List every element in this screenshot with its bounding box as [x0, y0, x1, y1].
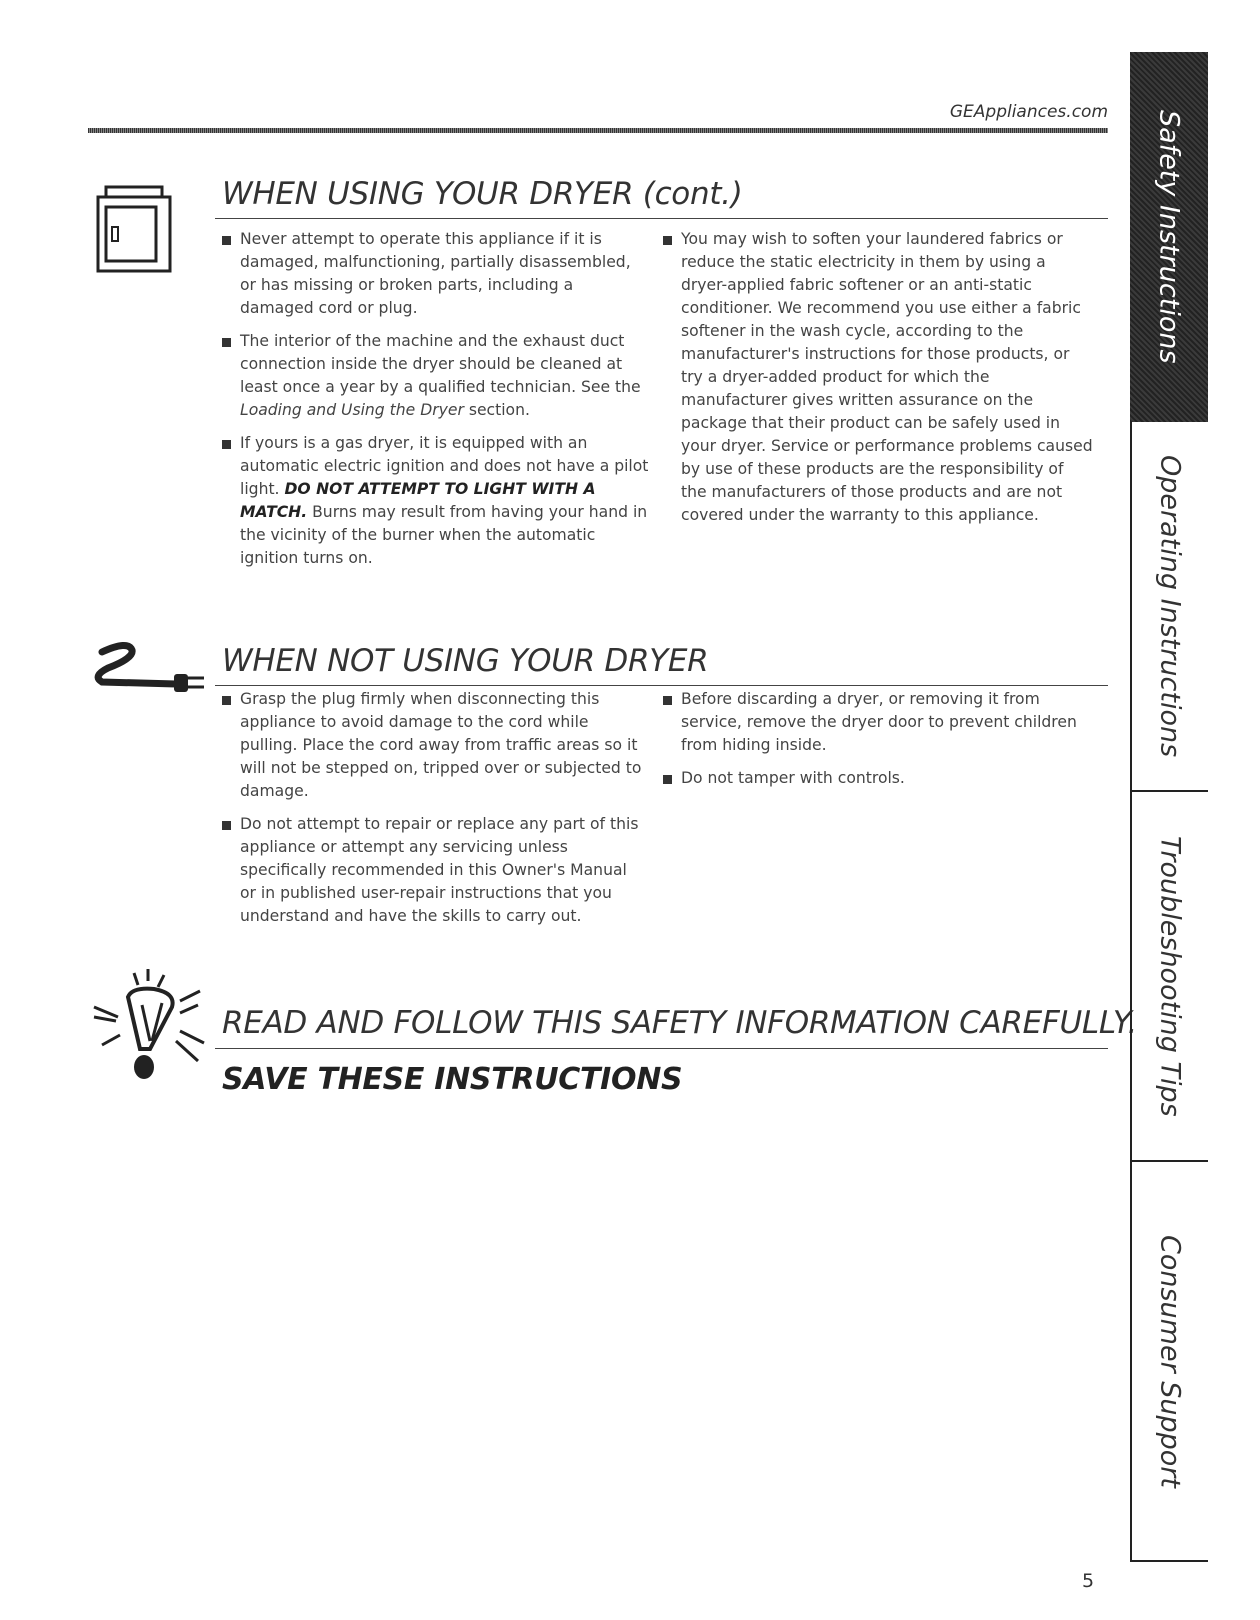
- list-item: Before discarding a dryer, or removing it from service, remove the dryer door to prevent children from hiding inside.: [663, 688, 1103, 757]
- section-title-using: WHEN USING YOUR DRYER (cont.): [222, 176, 743, 212]
- list-item: You may wish to soften your laundered fabrics or reduce the static electricity in them by using a dryer-applied fabric softener or an anti-static conditioner. We recommend you use either a fabric softener in the wash cycle, according to the manufacturer's instructions for those products, or try a dryer-added product for which the manufacturer gives written assurance on the package that their product can be safely used in your dryer. Service or performance problems caused by use of these products are the responsibility of the manufacturers of those products and are not covered under the warranty to this appliance.: [663, 228, 1093, 527]
- not-using-right-column: [663, 688, 1103, 800]
- section-title-not-using: WHEN NOT USING YOUR DRYER: [222, 643, 709, 679]
- section-rule-not-using: [215, 685, 1108, 686]
- safety-title: READ AND FOLLOW THIS SAFETY INFORMATION CAREFULLY.: [222, 1005, 1138, 1041]
- not-using-left-column: [222, 688, 642, 938]
- side-tabs: [1130, 52, 1208, 1562]
- page-number: 5: [1082, 1570, 1095, 1592]
- warning-bulb-icon: [84, 965, 214, 1095]
- save-instructions-title: SAVE THESE INSTRUCTIONS: [222, 1062, 683, 1097]
- section-reference: Loading and Using the Dryer: [240, 401, 464, 419]
- list-item: If yours is a gas dryer, it is equipped with an automatic electric ignition and does not have a pilot light. DO NOT ATTEMPT TO LIGHT WITH A MATCH. Burns may result from having your hand in the vicinity of the burner when the automatic ignition turns on.: [222, 432, 650, 570]
- list-item: Do not tamper with controls.: [663, 767, 1103, 790]
- using-right-column: [663, 228, 1093, 537]
- dryer-icon: [92, 185, 176, 275]
- using-left-column: [222, 228, 650, 580]
- list-item: Never attempt to operate this appliance if it is damaged, malfunctioning, partially disassembled, or has missing or broken parts, including a damaged cord or plug.: [222, 228, 650, 320]
- list-item: Do not attempt to repair or replace any part of this appliance or attempt any servicing unless specifically recommended in this Owner's Manual or in published user-repair instructions that you understand and have the skills to carry out.: [222, 813, 642, 928]
- tab-safety-instructions[interactable]: Safety Instructions: [1130, 52, 1208, 422]
- list-item: The interior of the machine and the exhaust duct connection inside the dryer should be cleaned at least once a year by a qualified technician. See the Loading and Using the Dryer section.: [222, 330, 650, 422]
- section-rule-using: [215, 218, 1108, 219]
- header-rule: [88, 128, 1108, 133]
- match-warning: DO NOT ATTEMPT TO LIGHT WITH A MATCH.: [240, 480, 596, 521]
- power-cord-icon: [88, 636, 208, 692]
- tab-troubleshooting-tips[interactable]: Troubleshooting Tips: [1130, 792, 1208, 1162]
- site-url[interactable]: GEAppliances.com: [949, 102, 1108, 122]
- tab-operating-instructions[interactable]: Operating Instructions: [1130, 422, 1208, 792]
- list-item: Grasp the plug firmly when disconnecting this appliance to avoid damage to the cord while pulling. Place the cord away from traffic areas so it will not be stepped on, tripped over or subjected to damage.: [222, 688, 642, 803]
- tab-consumer-support[interactable]: Consumer Support: [1130, 1162, 1208, 1562]
- section-rule-safety: [215, 1048, 1108, 1049]
